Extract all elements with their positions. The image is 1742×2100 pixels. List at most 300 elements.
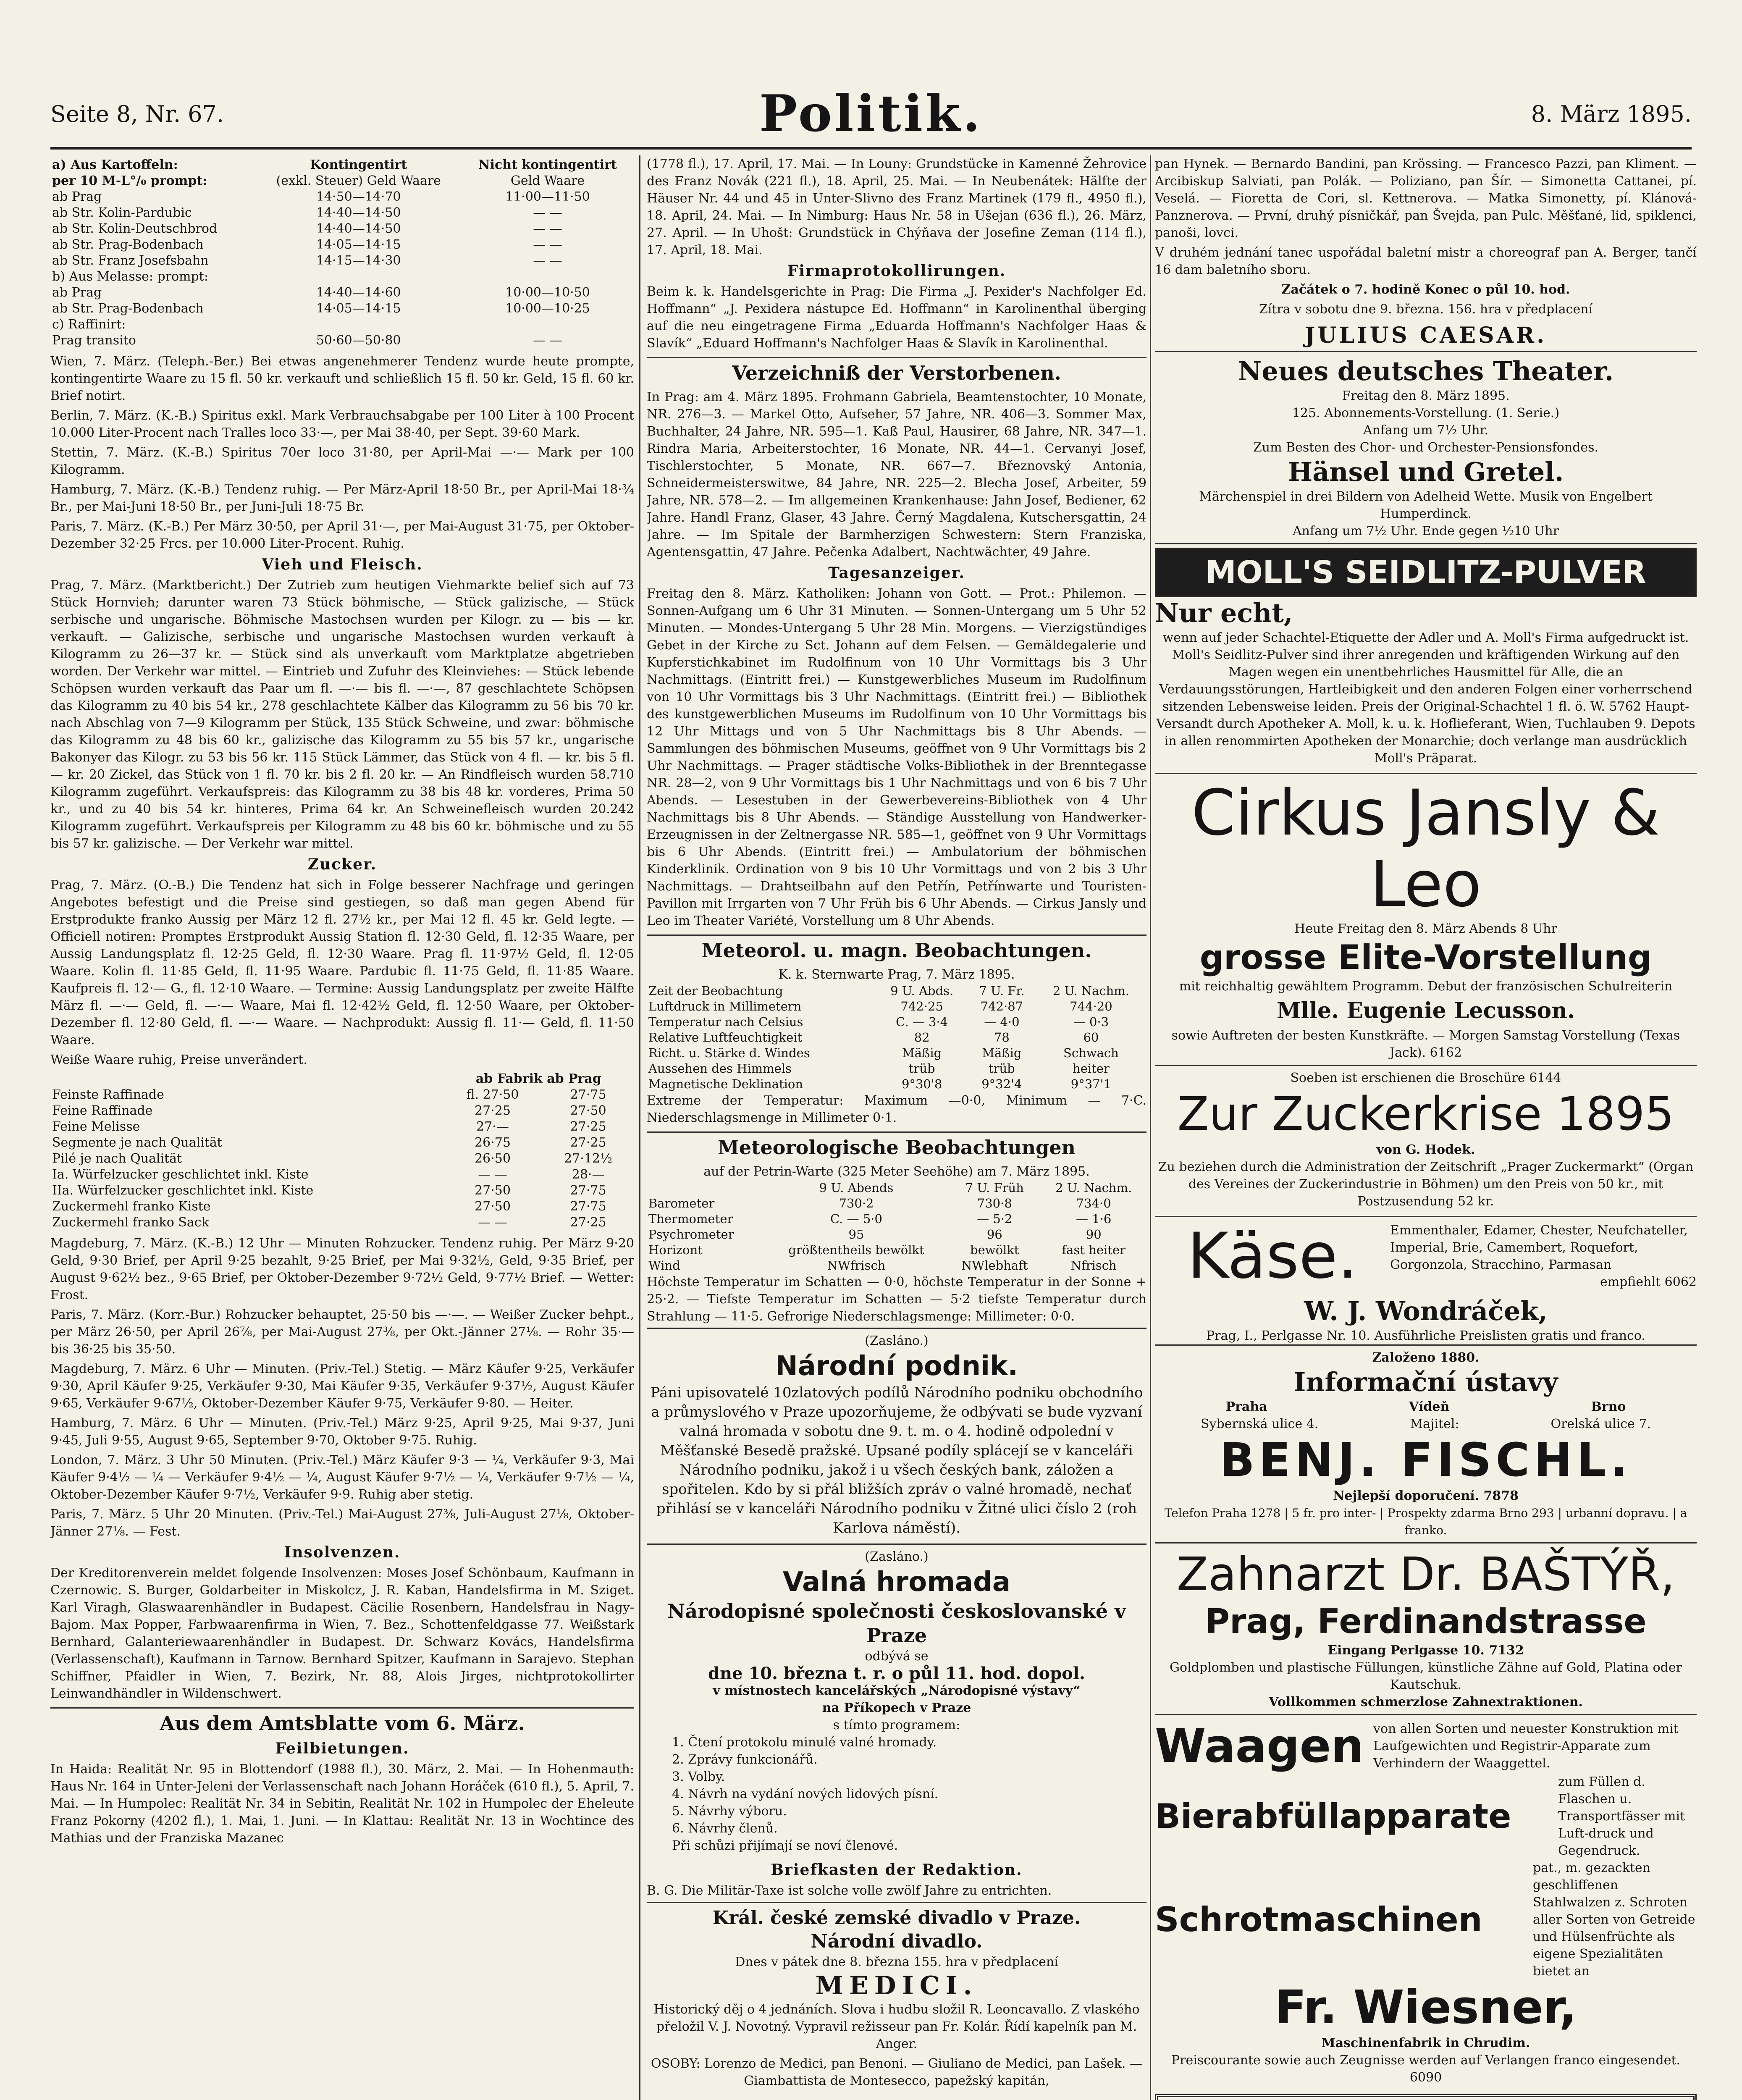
- city-name: Praha: [1225, 1399, 1267, 1414]
- table-row: [647, 999, 1146, 1014]
- table-cell: [461, 269, 634, 285]
- ad-text: Telefon Praha 1278 | 5 fr. pro inter- | Prospekty zdarma Brno 293 | urbanní dopravu. | a franko.: [1164, 1506, 1687, 1537]
- table-cell: Barometer: [648, 1196, 715, 1210]
- advertisement: [1155, 1542, 1697, 1714]
- table-cell: — —: [533, 333, 562, 348]
- advertisement: [1155, 1344, 1697, 1542]
- article-text: B. G. Die Militär-Taxe ist solche volle zwölf Jahre zu entrichten.: [647, 1883, 1052, 1898]
- section-subheading: K. k. Sternwarte Prag, 7. März 1895.: [778, 967, 1015, 982]
- table-cell: heiter: [1073, 1061, 1110, 1076]
- ad-text: Dnes v pátek dne 8. března 155. hra v předplacení: [735, 1955, 1058, 1969]
- section-heading: Aus dem Amtsblatte vom 6. März.: [50, 1707, 634, 1735]
- city-name: Vídeň: [1409, 1399, 1450, 1414]
- advertisement: [1155, 1216, 1697, 1295]
- table-cell: Magnetische Deklination: [648, 1077, 803, 1091]
- list-item: 2. Zprávy funkcionářů.: [672, 1752, 818, 1767]
- article-text: In Haida: Realität Nr. 95 in Blottendorf (1988 fl.), 30. März, 2. Mai. — In Hohenmauth: Haus Nr. 164 in Unter-Jeleni der Verlassenschaft nach Johann Horáček (610 fl.), 5. April, 7. Mai. — In Humpolec: Realität Nr. 34 in Sebitin, Realität Nr. 102 in Humpolec der Eheleute Franz Pokorny (4202 fl.), 1. Mai, 1. Juni. — In Klattau: Realität Nr. 13 in Wochtince des Mathias und der Franziska Mazanec: [50, 1762, 634, 1845]
- list-item: 3. Volby.: [672, 1769, 725, 1784]
- section-heading: Meteorol. u. magn. Beobachtungen.: [647, 934, 1146, 963]
- ad-text: Goldplomben und plastische Füllungen, künstliche Zähne auf Gold, Platina oder Kautschuk.: [1170, 1660, 1682, 1692]
- table-cell: Schwach: [1063, 1046, 1119, 1060]
- article-text: Beim k. k. Handelsgerichte in Prag: Die Firma „J. Pexider's Nachfolger Ed. Hoffmann“ „J. Pexidera nástupce Ed. Hoffmann“ in Karolinenthal überging auf die neu eingetragene Firma „Eduarda Hoffmann's Nachfolger Haas & Slavík“ „Eduard Hoffmann's Nachfolger Haas & Slavík in Karolinenthal.: [647, 284, 1146, 351]
- ad-text: na Příkopech v Praze: [822, 1701, 971, 1715]
- market-reports: [50, 353, 634, 552]
- ad-text: Soeben ist erschienen die Broschüre 6144: [1290, 1071, 1561, 1085]
- table-cell: 28·—: [572, 1167, 605, 1182]
- ad-title: Cirkus Jansly & Leo: [1191, 777, 1660, 921]
- table-cell: IIa. Würfelzucker geschlichtet inkl. Kiste: [52, 1183, 314, 1198]
- table-cell: Segmente je nach Qualität: [52, 1135, 222, 1150]
- table-cell: Feinste Raffinade: [52, 1087, 164, 1102]
- table-cell: fl. 27·50: [466, 1087, 519, 1102]
- table-cell: c) Raffinirt:: [52, 317, 126, 332]
- table-cell: — 4·0: [984, 1015, 1020, 1029]
- city-name: Brno: [1591, 1399, 1626, 1414]
- table-cell: 26·75: [475, 1135, 511, 1150]
- theater-listing: [647, 1902, 1146, 2095]
- address: Orelská ulice 7.: [1550, 1417, 1651, 1431]
- table-body: [50, 189, 634, 349]
- table-cell: 730·8: [977, 1196, 1012, 1210]
- ad-text: Eingang Perlgasse 10. 7132: [1327, 1643, 1524, 1658]
- ad-text: Freitag den 8. März 1895.: [1342, 388, 1510, 403]
- table-cell: — —: [533, 221, 562, 236]
- table-row: [50, 1199, 634, 1215]
- table-header: Zeit der Beobachtung: [648, 984, 783, 998]
- ad-subtitle: Národní divadlo.: [811, 1931, 983, 1952]
- section-heading: Insolvenzen.: [284, 1544, 401, 1561]
- table-header: 9 U. Abds.: [890, 984, 954, 998]
- table-row: [647, 1258, 1146, 1273]
- article-text: Prag, 7. März. (Marktbericht.) Der Zutrieb zum heutigen Viehmarkte belief sich auf 73 Stück Hornvieh; darunter waren 73 Stück böhmische, — Stück galizische, — Stück serbische und ungarische. Böhmische Mastochsen wurden per Kilogr. zu — bis — kr. verkauft. — Galizische, serbische und ungarische Mastochsen wurden verkauft à Kilogramm zu 26—37 kr. — Stück sind als unverkauft vom Marktplatze abgetrieben worden. Der Verkehr war mittel. — Eintrieb und Zufuhr des Kleinviehes: — Stück lebende Schöpsen wurden verkauft das Paar um fl. —·— bis fl. —·—, 87 geschlachtete Schöpsen das Kilogramm zu 40 bis 54 kr., 278 geschlachtete Kälber das Kilogramm zu 56 bis 70 kr. nach Abschlag von 7—9 Kilogramm per Stück, 135 Stück Schweine, und zwar: böhmische das Kilogramm zu 48 bis 60 kr., galizische das Kilogramm zu 55 bis 57 kr., ungarische Bakonyer das Kilogr. zu 53 bis 56 kr. 115 Stück Lämmer, das Stück von 4 fl. — kr. bis 5 fl. — kr. 20 Zickel, das Stück von 1 fl. 70 kr. bis 2 fl. 20 kr. — An Rindfleisch wurden 58.710 Kilogramm zugeführt. Verkaufspreis: das Kilogramm zu 38 bis 48 kr. vorderes, Prima 50 kr., und zu 40 bis 54 kr. hinteres, Prima 64 kr. An Schweinefleisch wurden 20.242 Kilogramm zugeführt. Verkaufspreis per Kilogramm zu 48 bis 60 kr. böhmische und zu 55 bis 57 kr. galizische. — Der Verkehr war mittel.: [50, 578, 634, 851]
- page-header: [50, 84, 1692, 150]
- weather-table: [647, 1180, 1146, 1273]
- table-row: [50, 189, 634, 205]
- ad-text: 125. Abonnements-Vorstellung. (1. Serie.): [1292, 406, 1560, 420]
- table-cell: ab Str. Kolin-Deutschbrod: [52, 221, 218, 236]
- table-cell: Richt. u. Stärke d. Windes: [648, 1046, 810, 1060]
- table-body: [647, 999, 1146, 1092]
- article-text: Začátek o 7. hodině Konec o půl 10. hod.: [1281, 282, 1570, 297]
- section-heading: Meteorologische Beobachtungen: [647, 1131, 1146, 1160]
- section-heading: Zucker.: [307, 856, 377, 873]
- table-row: [647, 1014, 1146, 1030]
- ad-title: Zur Zuckerkrise 1895: [1177, 1087, 1674, 1141]
- table-row: [647, 1045, 1146, 1061]
- advertisement: [1155, 1714, 1697, 2090]
- ad-addresses: [1155, 1415, 1697, 1433]
- article-text: Magdeburg, 7. März. (K.-B.) 12 Uhr — Minuten Rohzucker. Tendenz ruhig. Per März 9·20 Geld, 9·30 Brief, per April 9·25 bezahlt, 9·25 Brief, per Mai 9·32½, Geld, 9·35 Brief, per August 9·62½ bez., 9·65 Brief, per Oktober-Dezember 9·72½ Geld, 9·77½ Brief. — Wetter: Frost.: [50, 1236, 634, 1302]
- table-cell: Feine Melisse: [52, 1119, 140, 1134]
- table-cell: trüb: [908, 1061, 935, 1076]
- advertisement: [647, 1544, 1146, 1858]
- ad-title: Král. české zemské divadlo v Praze.: [712, 1907, 1081, 1929]
- ad-text: OSOBY: Lorenzo de Medici, pan Benoni. — Giuliano de Medici, pan Lašek. — Giambattista de Montesecco, papežský kapitán,: [651, 2056, 1142, 2088]
- table-row: [647, 1076, 1146, 1092]
- advertisement: [1155, 1065, 1697, 1216]
- article-text: Wien, 7. März. (Teleph.-Ber.) Bei etwas angenehmerer Tendenz wurde heute prompte, kontingentirte Waare zu 15 fl. 50 kr. verkauft und schließlich 15 fl. 50 kr. Geld, 15 fl. 60 kr. Brief notirt.: [50, 354, 634, 403]
- table-cell: — —: [478, 1167, 507, 1182]
- ad-title: Fr. Wiesner,: [1275, 1980, 1577, 2034]
- table-cell: 78: [994, 1030, 1010, 1045]
- table-cell: [461, 317, 634, 333]
- section-subheading: auf der Petrin-Warte (325 Meter Seehöhe) am 7. März 1895.: [703, 1164, 1090, 1179]
- play-title: JULIUS CAESAR.: [1304, 323, 1547, 348]
- table-header: [50, 1071, 443, 1087]
- table-cell: Feine Raffinade: [52, 1103, 153, 1118]
- table-cell: — —: [478, 1215, 507, 1230]
- ad-text: Prag, I., Perlgasse Nr. 10. Ausführliche Preislisten gratis und franco.: [1206, 1328, 1645, 1343]
- ad-text: Zum Besten des Chor- und Orchester-Pensionsfondes.: [1253, 440, 1599, 455]
- table-cell: — 0·3: [1073, 1015, 1109, 1029]
- table-cell: 11·00—11·50: [505, 189, 590, 204]
- ad-text: wenn auf jeder Schachtel-Etiquette der Adler und A. Moll's Firma aufgedruckt ist. Moll's Seidlitz-Pulver sind ihrer anregenden und kräftigenden Wirkung auf den Magen wegen ein unentbehrliches Hausmittel für Alle, die an Verdauungsstörungen, Hartleibigkeit und den anderen Folgen einer vorherrschend sitzenden Lebensweise leiden. Preis der Original-Schachtel 1 fl. ö. W. 5762 Haupt-Versandt durch Apotheker A. Moll, k. u. k. Hoflieferant, Wien, Tuchlauben 9. Depots in allen renommirten Apotheken der Monarchie; doch verlange man ausdrücklich Moll's Präparat.: [1156, 630, 1695, 766]
- table-row: [50, 301, 634, 317]
- play-title: MEDICI.: [815, 1971, 978, 2000]
- advertisement: [647, 1328, 1146, 1544]
- table-header-row: [50, 157, 634, 173]
- table-cell: ab Prag: [52, 285, 102, 300]
- table-cell: — 5·2: [977, 1212, 1013, 1226]
- table-cell: trüb: [988, 1061, 1015, 1076]
- table-cell: Temperatur nach Celsius: [648, 1015, 803, 1029]
- table-cell: — —: [533, 237, 562, 252]
- table-cell: Mäßig: [982, 1046, 1022, 1060]
- article-text: Paris, 7. März. (Korr.-Bur.) Rohzucker behauptet, 25·50 bis —·—. — Weißer Zucker behpt., per März 26·50, per April 26⅞, per Mai-August 27⅜, per Okt.-Jänner 27⅛. — Rohr 35·— bis 36·25 bis 35·50.: [50, 1307, 634, 1357]
- article-text: Berlin, 7. März. (K.-B.) Spiritus exkl. Mark Verbrauchsabgabe per 100 Liter à 100 Procent 10.000 Liter-Procent nach Tralles loco 33·—, per Mai 38·40, per Sept. 39·60 Mark.: [50, 408, 634, 440]
- section-heading: Verzeichniß der Verstorbenen.: [647, 357, 1146, 385]
- ad-text: s tímto programem:: [833, 1718, 960, 1732]
- ad-subtitle: Maschinenfabrik in Chrudim.: [1321, 2036, 1530, 2050]
- column-middle: [647, 155, 1146, 2100]
- section-heading: Feilbietungen.: [275, 1740, 409, 1757]
- table-cell: NWfrisch: [827, 1258, 886, 1273]
- ad-subtitle: Národopisné společnosti českoslovanské v Praze: [667, 1600, 1126, 1647]
- table-cell: Prag transito: [52, 333, 136, 348]
- ad-text: Při schůzi přijímají se noví členové.: [672, 1838, 898, 1853]
- table-cell: bewölkt: [970, 1243, 1019, 1257]
- ad-title: Informační ústavy: [1293, 1367, 1558, 1397]
- table-header: 2 U. Nachm.: [1052, 984, 1130, 998]
- sugar-price-table: [50, 1071, 634, 1231]
- play-title: Hänsel und Gretel.: [1288, 457, 1564, 487]
- theater-listing: [1155, 351, 1697, 543]
- table-row: [50, 285, 634, 301]
- table-cell: 9°30'8: [902, 1077, 942, 1091]
- ad-row: [1155, 1859, 1697, 1980]
- table-header-row: [50, 1071, 634, 1087]
- page-number: Seite 8, Nr. 67.: [50, 101, 224, 127]
- table-cell: Pilé je nach Qualität: [52, 1151, 182, 1166]
- section-heading: Briefkasten der Redaktion.: [771, 1861, 1023, 1879]
- table-cell: 27·75: [570, 1183, 606, 1198]
- table-cell: 14·05—14·15: [316, 301, 401, 316]
- ad-text: Páni upisovatelé 10zlatových podílů Národního podniku obchodního a průmyslového v Praze upozorňujeme, že odbývati se bude vyzvaní valná hromada v sobotu dne 9. t. m. o 4. hodině odpolední v Měšťanské Besedě pražské. Upsané podíly splácejí se v kanceláři Národního podniku, jakož i u všech českých bank, záložen a spořitelen. Kdo by si přál bližších zpráv o valné hromadě, nechať přihlásí se v kanceláři Národního podniku v Žitné ulici číslo 2 (roh Karlova náměstí).: [650, 1384, 1143, 1536]
- ad-text: empfiehlt 6062: [1600, 1275, 1697, 1289]
- ad-text: dne 10. března t. r. o půl 11. hod. dopol.: [708, 1664, 1085, 1683]
- article-text: V druhém jednání tanec uspořádal baletní mistr a choreograf pan A. Berger, tančí 16 dam baletního sboru.: [1155, 245, 1697, 277]
- table-cell: ab Str. Franz Josefsbahn: [52, 253, 209, 268]
- table-header: a) Aus Kartoffeln:: [52, 158, 178, 172]
- table-cell: 27·25: [570, 1119, 606, 1134]
- table-row: [647, 1061, 1146, 1076]
- table-cell: 60: [1083, 1030, 1099, 1045]
- table-cell: 10·00—10·50: [505, 285, 590, 300]
- column-left: [50, 155, 634, 2100]
- table-row: [647, 1030, 1146, 1045]
- table-cell: — 1·6: [1076, 1212, 1112, 1226]
- article-text: (1778 fl.), 17. April, 17. Mai. — In Louny: Grundstücke in Kamenné Žehrovice des Franz Novák (221 fl.), 18. April, 25. Mai. — In Neubenátek: Hälfte der Häuser Nr. 44 und 45 in Unter-Slivno des Franz Martinek (179 fl., 4950 fl.), 18. April, 24. Mai. — In Nimburg: Haus Nr. 58 in Ušejan (636 fl.), 26. März, 27. April. — In Uhošt: Grundstück in Chýňava der Josefine Zeman (114 fl.), 17. April, 18. Mai.: [647, 157, 1146, 257]
- table-cell: 9°37'1: [1070, 1077, 1112, 1091]
- table-header: 2 U. Nachm.: [1055, 1181, 1132, 1195]
- article-text: pan Hynek. — Bernardo Bandini, pan Krössing. — Francesco Pazzi, pan Kliment. — Arcibiskup Salviati, pan Polák. — Poliziano, pan Šír. — Simonetta Cattanei, pí. Veselá. — Fioretta de Cori, sl. Kettnerova. — Matka Simonetty, pí. Klánová-Panznerova. — První, druhý písničkář, pan Švejda, pan Pulc. Měšťané, lid, spiklenci, panoši, lovci.: [1155, 157, 1697, 240]
- table-cell: 27·25: [570, 1215, 606, 1230]
- table-header: (exkl. Steuer) Geld Waare: [276, 173, 441, 188]
- ad-text: v místnostech kancelářských „Národopisné výstavy“: [713, 1683, 1081, 1698]
- table-header: ab Fabrik ab Prag: [475, 1071, 601, 1086]
- table-cell: Aussehen des Himmels: [648, 1061, 792, 1076]
- advertisement: [1155, 773, 1697, 1065]
- table-cell: 27·75: [570, 1199, 606, 1214]
- table-cell: 9°32'4: [981, 1077, 1022, 1091]
- table-cell: Psychrometer: [648, 1227, 734, 1242]
- ad-text: Nejlepší doporučení. 7878: [1333, 1488, 1519, 1503]
- ad-title: Zahnarzt Dr. BAŠTÝŘ,: [1176, 1547, 1675, 1601]
- table-row: [50, 1151, 634, 1167]
- ad-title: Valná hromada: [782, 1567, 1011, 1598]
- ad-title: Waagen: [1155, 1719, 1364, 1773]
- table-row: [50, 269, 634, 285]
- article-text: Prag, 7. März. (O.-B.) Die Tendenz hat sich in Folge besserer Nachfrage und geringen Angebotes befestigt und die Preise sind gestiegen, so daß man gegen Abend für Erstprodukte franko Aussig per März 12 fl. 27½ kr., per Mai 12 fl. 45 kr. Geld legte. — Officiell notiren: Promptes Erstprodukt Aussig Station fl. 12·30 Geld, fl. 12·35 Waare, per Aussig Landungsplatz fl. 12·25 Geld, fl. 12·30 Waare. Prag fl. 11·97½ Geld, fl. 12·05 Waare. Kolin fl. 11·85 Geld, fl. 11·95 Waare. Pardubic fl. 11·75 Geld, fl. 11·85 Waare. Kaufpreis fl. 12·— G., fl. 12·10 Waare. — Termine: Aussig Landungsplatz per zweite Hälfte März fl. —·— Geld, fl. —·— Waare, Mai fl. 12·42½ Geld, fl. 12·50 Waare, per Oktober-Dezember fl. 12·80 Geld, fl. —·— Waare. — Nachprodukt: Aussig fl. 11·— Geld, fl. 11·50 Waare.: [50, 878, 634, 1047]
- ad-title: Käse.: [1187, 1220, 1358, 1293]
- table-row: [50, 1087, 634, 1103]
- article-text: Weiße Waare ruhig, Preise unverändert.: [50, 1053, 307, 1067]
- article-text: Höchste Temperatur im Schatten — 0·0, höchste Temperatur in der Sonne + 25·2. — Tiefste Temperatur im Schatten — 5·2 tiefste Temperatur durch Strahlung — 11·5. Gefrorige Niederschlagsmenge: Millimeter: 0·0.: [647, 1275, 1146, 1324]
- ad-title: Schrotmaschinen: [1155, 1900, 1482, 1939]
- article-text: Stettin, 7. März. (K.-B.) Spiritus 70er loco 31·80, per April-Mai —·— Mark per 100 Kilogramm.: [50, 445, 634, 477]
- table-cell: Thermometer: [648, 1212, 733, 1226]
- table-cell: ab Str. Prag-Bodenbach: [52, 237, 204, 252]
- table-row: [50, 317, 634, 333]
- table-row: [50, 1103, 634, 1119]
- table-row: [50, 333, 634, 349]
- table-cell: ab Str. Prag-Bodenbach: [52, 301, 204, 316]
- table-header: 7 U. Früh: [965, 1181, 1024, 1195]
- ad-title: Neues deutsches Theater.: [1238, 356, 1614, 386]
- table-header-row: [647, 983, 1146, 999]
- table-cell: 26·50: [475, 1151, 511, 1166]
- table-row: [50, 1167, 634, 1183]
- ad-text: Preiscourante sowie auch Zeugnisse werden auf Verlangen franco eingesendet. 6090: [1171, 2053, 1681, 2085]
- table-cell: C. — 3·4: [896, 1015, 948, 1029]
- list-item: 4. Návrh na vydání nových lidových písní.: [672, 1787, 939, 1801]
- table-cell: Nfrisch: [1070, 1258, 1117, 1273]
- table-row: [647, 1211, 1146, 1227]
- table-cell: C. — 5·0: [830, 1212, 882, 1226]
- sugar-reports: [50, 1235, 634, 1540]
- table-cell: [256, 317, 461, 333]
- ad-title: Národní podnik.: [775, 1351, 1018, 1382]
- article-text: Extreme der Temperatur: Maximum —0·0, Minimum — 7·C. Niederschlagsmenge in Millimeter 0·1.: [647, 1093, 1146, 1125]
- table-row: [647, 1196, 1146, 1211]
- ad-text: mit reichhaltig gewähltem Programm. Debut der französischen Schulreiterin: [1179, 979, 1673, 994]
- ad-title: Nur echt,: [1155, 598, 1293, 628]
- table-cell: — —: [533, 205, 562, 220]
- table-header: 7 U. Fr.: [979, 984, 1025, 998]
- ad-subtitle: Prag, Ferdinandstrasse: [1205, 1602, 1647, 1641]
- table-header: Geld Waare: [510, 173, 585, 188]
- ad-cities: [1155, 1398, 1697, 1415]
- address: Majitel:: [1410, 1417, 1459, 1431]
- table-header-row: [647, 1180, 1146, 1196]
- table-cell: 14·40—14·60: [316, 285, 401, 300]
- table-cell: 27·25: [570, 1135, 606, 1150]
- article-text: Paris, 7. März. 5 Uhr 20 Minuten. (Priv.-Tel.) Mai-August 27⅜, Juli-August 27⅛, Oktober-Jänner 27⅛. — Fest.: [50, 1507, 634, 1539]
- table-cell: 27·25: [475, 1103, 511, 1118]
- address: Sybernská ulice 4.: [1201, 1417, 1319, 1431]
- table-body: [50, 1087, 634, 1231]
- table-cell: größtentheils bewölkt: [788, 1243, 924, 1257]
- ad-text: Anfang um 7½ Uhr.: [1363, 423, 1489, 438]
- table-row: [50, 253, 634, 269]
- table-cell: Horizont: [648, 1243, 703, 1257]
- table-subheader-row: [50, 173, 634, 189]
- ad-text: Zu beziehen durch die Administration der Zeitschrift „Prager Zuckermarkt“ (Organ des Vereines der Zuckerindustrie in Böhmen) um den Preis von 50 kr., mit Postzusendung 52 kr.: [1158, 1160, 1694, 1209]
- table-header: [647, 1180, 764, 1196]
- table-cell: ab Prag: [52, 189, 102, 204]
- table-cell: 27·50: [570, 1103, 606, 1118]
- table-cell: Relative Luftfeuchtigkeit: [648, 1030, 803, 1045]
- ad-text: von G. Hodek.: [1376, 1142, 1475, 1157]
- advertisement: [1155, 543, 1697, 773]
- table-cell: 27·75: [570, 1087, 606, 1102]
- table-header: Kontingentirt: [310, 158, 407, 172]
- table-cell: 95: [848, 1227, 864, 1242]
- table-cell: fast heiter: [1062, 1243, 1125, 1257]
- table-cell: 27·—: [476, 1119, 509, 1134]
- ad-text: Založeno 1880.: [1372, 1350, 1480, 1365]
- ad-subtitle: grosse Elite-Vorstellung: [1199, 938, 1652, 977]
- table-row: [647, 1242, 1146, 1258]
- ad-text: zum Füllen d. Flaschen u. Transportfässer mit Luft-druck und Gegendruck.: [1558, 1774, 1685, 1858]
- advertisement: [1155, 2094, 1697, 2100]
- table-cell: Zuckermehl franko Kiste: [52, 1199, 211, 1214]
- table-cell: 10·00—10·25: [505, 301, 590, 316]
- table-cell: 14·15—14·30: [316, 253, 401, 268]
- ad-text: von allen Sorten und neuester Konstruktion mit Laufgewichten und Registrir-Apparate zum Verhindern der Waaggettel.: [1373, 1721, 1679, 1771]
- table-cell: 14·50—14·70: [316, 189, 401, 204]
- section-heading: Vieh und Fleisch.: [262, 556, 423, 573]
- table-cell: Mäßig: [902, 1046, 942, 1060]
- table-cell: 744·20: [1070, 999, 1112, 1013]
- ad-text: [1390, 1222, 1697, 1291]
- table-row: [50, 221, 634, 237]
- table-row: [50, 1215, 634, 1231]
- ad-text: Anfang um 7½ Uhr. Ende gegen ½10 Uhr: [1293, 524, 1559, 538]
- ad-text: Märchenspiel in drei Bildern von Adelheid Wette. Musik von Engelbert Humperdinck.: [1199, 489, 1653, 521]
- ad-text: Heute Freitag den 8. März Abends 8 Uhr: [1294, 921, 1557, 936]
- table-row: [50, 1119, 634, 1135]
- table-body: [647, 1196, 1146, 1273]
- table-header: 9 U. Abends: [819, 1181, 894, 1195]
- list-item: 6. Návrhy členů.: [672, 1821, 778, 1836]
- table-cell: Luftdruck in Millimetern: [648, 999, 802, 1013]
- table-cell: 27·50: [475, 1183, 511, 1198]
- table-cell: 14·05—14·15: [316, 237, 401, 252]
- table-cell: 742·25: [900, 999, 943, 1013]
- ad-text: odbývá se: [865, 1649, 929, 1664]
- ad-banner: MOLL'S SEIDLITZ-PULVER: [1155, 548, 1697, 597]
- ad-title: W. J. Wondráček,: [1304, 1296, 1548, 1326]
- table-cell: 14·40—14·50: [316, 205, 401, 220]
- column-right: [1155, 155, 1697, 2100]
- ad-text: Vollkommen schmerzlose Zahnextraktionen.: [1269, 1695, 1583, 1709]
- table-cell: [256, 269, 461, 285]
- issue-date: 8. März 1895.: [1531, 101, 1692, 127]
- article-text: In Prag: am 4. März 1895. Frohmann Gabriela, Beamtenstochter, 10 Monate, NR. 276—3. — Markel Otto, Aufseher, 57 Jahre, NR. 406—3. Sommer Max, Buchhalter, 24 Jahre, NR. 595—1. Kaß Paul, Hausirer, 68 Jahre, NR. 347—1. Rindra Maria, Arbeiterstochter, 16 Monate, NR. 44—1. Cervanyi Josef, Tischlerstochter, 5 Monate, NR. 667—7. Březnovský Antonia, Schneidermeisterswitwe, 84 Jahre, NR. 225—2. Blecha Josef, Arbeiter, 59 Jahre, NR. 578—2. — Im allgemeinen Krankenhause: Jahn Josef, Bediener, 62 Jahre. Handl Franz, Glaser, 43 Jahre. Černý Magdalena, Kutschersgattin, 24 Jahre. — Im Spitale der Barmherzigen Schwestern: Stern Franziska, Agentensgattin, 47 Jahre. Pečenka Adalbert, Nachtwächter, 49 Jahre.: [647, 390, 1146, 559]
- ad-text: Emmenthaler, Edamer, Chester, Neufchateller, Imperial, Brie, Camembert, Roquefort, Gorgonzola, Stracchino, Parmasan: [1390, 1223, 1688, 1272]
- list-item: 5. Návrhy výboru.: [672, 1804, 787, 1819]
- column-rule: [639, 155, 640, 2100]
- ad-label: (Zasláno.): [865, 1334, 929, 1348]
- newspaper-title: Politik.: [759, 84, 983, 143]
- table-cell: ab Str. Kolin-Pardubic: [52, 205, 192, 220]
- table-cell: 14·40—14·50: [316, 221, 401, 236]
- table-row: [50, 1183, 634, 1199]
- article-text: Paris, 7. März. (K.-B.) Per März 30·50, per April 31·—, per Mai-August 31·75, per Oktober-Dezember 32·25 Frcs. per 10.000 Liter-Procent. Ruhig.: [50, 519, 634, 551]
- article-text: Magdeburg, 7. März. 6 Uhr — Minuten. (Priv.-Tel.) Stetig. — März Käufer 9·25, Verkäufer 9·30, April Käufer 9·25, Verkäufer 9·30, Mai Käufer 9·35, Verkäufer 9·37½, August Käufer 9·65, Verkäufer 9·67½, Oktober-Dezember Käufer 9·75, Verkäufer 9·80. — Heiter.: [50, 1362, 634, 1411]
- spirit-price-table: [50, 157, 634, 349]
- table-row: [50, 1135, 634, 1151]
- table-cell: NWlebhaft: [961, 1258, 1028, 1273]
- list-item: 1. Čtení protokolu minulé valné hromady.: [672, 1735, 937, 1750]
- table-cell: 90: [1086, 1227, 1102, 1242]
- section-heading: Tagesanzeiger.: [828, 564, 965, 582]
- table-row: [50, 237, 634, 253]
- ad-label: (Zasláno.): [865, 1549, 929, 1564]
- table-cell: — —: [533, 253, 562, 268]
- article-text: Hamburg, 7. März. 6 Uhr — Minuten. (Priv.-Tel.) März 9·25, April 9·25, Mai 9·37, Juni 9·45, Juli 9·55, August 9·65, September 9·70, Oktober 9·75. Ruhig.: [50, 1416, 634, 1448]
- table-cell: b) Aus Melasse: prompt:: [52, 269, 208, 284]
- ad-program-list: [647, 1734, 1146, 1837]
- ad-title: Bierabfüllapparate: [1155, 1796, 1511, 1836]
- ad-text: Historický děj o 4 jednáních. Slova i hudbu složil R. Leoncavallo. Z vlaského přeložil V. J. Novotný. Vypravil režisseur pan Fr. Kolár. Řídí kapelník pan M. Anger.: [653, 2002, 1140, 2051]
- table-cell: 82: [914, 1030, 930, 1045]
- ad-text: pat., m. gezackten geschliffenen Stahlwalzen z. Schroten aller Sorten von Getreide und Hülsenfrüchte als eigene Spezialitäten bietet an: [1533, 1861, 1695, 1979]
- table-cell: 96: [986, 1227, 1002, 1242]
- table-cell: Wind: [648, 1258, 680, 1273]
- table-row: [647, 1227, 1146, 1242]
- article-text: Hamburg, 7. März. (K.-B.) Tendenz ruhig. — Per März-April 18·50 Br., per April-Mai 18·¾ Br., per Mai-Juni 18·50 Br., per Juni-Juli 18·75 Br.: [50, 482, 634, 514]
- ad-title: BENJ. FISCHL.: [1219, 1433, 1632, 1487]
- column-rule: [1150, 155, 1151, 2100]
- ad-subtitle: Mlle. Eugenie Lecusson.: [1276, 998, 1575, 1024]
- article-text: Der Kreditorenverein meldet folgende Insolvenzen: Moses Josef Schönbaum, Kaufmann in Czernowic. S. Burger, Goldarbeiter in Miskolcz, J. R. Kaban, Handelsfirma in M. Sziget. Karl Viragh, Glaswaarenhändler in Budapest. Cäcilie Rosenbern, Handelsfrau in Nagy-Bajom. Max Popper, Farbwaarenfirma in Wien, 7. Bez., Schottenfeldgasse 77. Weißstark Bernhard, Galanteriewaarenhändler in Budapest. Dr. Schwarz Kovács, Handelsfirma (Verlassenschaft), Kaufmann in Tarnow. Bernhard Spitzer, Kaufmann in Sarajevo. Stephan Schiffner, Pfaidler in Wien, 7. Bezirk, Nr. 88, Alois Jirges, nichtprotokollirter Leinwandhändler in Wildenschwert.: [50, 1566, 634, 1701]
- section-heading: Firmaprotokollirungen.: [787, 262, 1006, 280]
- ad-row: [1155, 1773, 1697, 1859]
- table-header: Nicht kontingentirt: [478, 158, 617, 172]
- table-cell: 27·12½: [564, 1151, 613, 1166]
- table-cell: 27·50: [475, 1199, 511, 1214]
- table-cell: 50·60—50·80: [316, 333, 401, 348]
- article-text: Freitag den 8. März. Katholiken: Johann von Gott. — Prot.: Philemon. — Sonnen-Aufgang um 6 Uhr 31 Minuten. — Sonnen-Untergang um 5 Uhr 52 Minuten. — Mondes-Untergang 5 Uhr 28 Min. Morgens. — Vierzigstündiges Gebet in der Kirche zu Sct. Johann auf dem Felsen. — Gemäldegalerie und Kupferstichkabinet im Rudolfinum von 10 Uhr Vormittags bis 3 Uhr Nachmittags. (Eintritt frei.) — Kunstgewerbliches Museum im Rudolfinum von 10 Uhr Vormittags bis 3 Uhr Nachmittags. (Eintritt frei.) — Bibliothek des kunstgewerblichen Museums im Rudolfinum von 10 Uhr Vormittags bis 12 Uhr Mittags und von 5 Uhr Nachmittags bis 8 Uhr Abends. — Sammlungen des böhmischen Museums, geöffnet von 9 Uhr Vormittags bis 2 Uhr Nachmittags. — Prager städtische Volks-Bibliothek in der Brenntegasse NR. 28—2, von 9 Uhr Vormittags bis 1 Uhr Nachmittags und von 6 bis 7 Uhr Abends. — Lesestuben in der Gewerbevereins-Bibliothek von 4 Uhr Nachmittags bis 8 Uhr Abends. — Ständige Ausstellung von Handwerker-Erzeugnissen in der Zeltnergasse NR. 585—1, geöffnet von 9 Uhr Vormittags bis 6 Uhr Abends. (Eintritt frei.) — Ambulatorium der böhmischen Kinderklinik. Ordination von 9 bis 10 Uhr Vormittags und von 2 bis 3 Uhr Nachmittags. — Drahtseilbahn auf den Petřín, Petřínwarte und Touristen-Pavillon mit Irrgarten von 7 Uhr Früh bis 6 Uhr Abends. — Cirkus Jansly und Leo im Theater Variété, Vorstellung um 8 Uhr Abends.: [647, 586, 1146, 928]
- weather-table: [647, 983, 1146, 1092]
- table-cell: 742·87: [980, 999, 1023, 1013]
- article-text: Zítra v sobotu dne 9. března. 156. hra v předplacení: [1259, 302, 1593, 317]
- table-cell: Zuckermehl franko Sack: [52, 1215, 209, 1230]
- article-text: London, 7. März. 3 Uhr 50 Minuten. (Priv.-Tel.) März Käufer 9·3 — ¼, Verkäufer 9·3, Mai Käufer 9·4½ — ¼ — Verkäufer 9·4½ — ¼, August Käufer 9·7½ — ¼, Verkäufer 9·7½ — ¼, Oktober-Dezember Käufer 9·7½, Verkäufer 9·9. Ruhig aber stetig.: [50, 1453, 634, 1502]
- ad-row: [1155, 1719, 1697, 1773]
